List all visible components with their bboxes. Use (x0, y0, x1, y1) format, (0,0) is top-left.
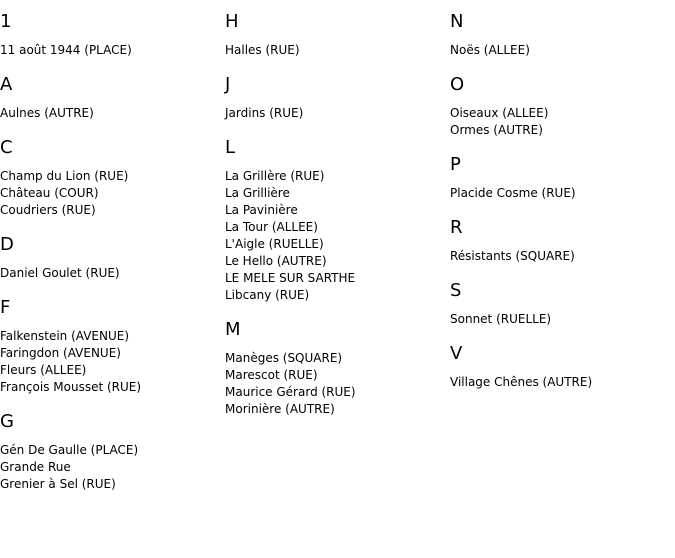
letter-group (450, 10, 675, 59)
letter-heading: G (0, 411, 14, 432)
street-link[interactable]: Falkenstein (AVENUE) (0, 329, 130, 343)
street-link[interactable]: LE MELE SUR SARTHE (225, 271, 356, 285)
letter-heading: P (450, 154, 461, 175)
letter-group (0, 73, 225, 122)
letter-heading: L (225, 137, 236, 158)
street-link[interactable]: Daniel Goulet (RUE) (0, 266, 120, 280)
letter-heading: 1 (0, 11, 12, 32)
letter-group (0, 296, 225, 396)
street-link[interactable]: Morinière (AUTRE) (225, 402, 335, 416)
street-link[interactable]: Fleurs (ALLEE) (0, 363, 87, 377)
street-link[interactable]: Placide Cosme (RUE) (450, 186, 576, 200)
street-link[interactable]: Champ du Lion (RUE) (0, 169, 129, 183)
street-link[interactable]: Marescot (RUE) (225, 368, 318, 382)
street-link[interactable]: La Grillère (RUE) (225, 169, 325, 183)
street-link[interactable]: Faringdon (AVENUE) (0, 346, 121, 360)
letter-group (225, 10, 450, 59)
street-link[interactable]: Libcany (RUE) (225, 288, 310, 302)
street-link[interactable]: Résistants (SQUARE) (450, 249, 575, 263)
letter-group (0, 10, 225, 59)
index-column (225, 10, 450, 432)
letter-group (225, 318, 450, 418)
letter-heading: H (225, 11, 239, 32)
letter-group (0, 410, 225, 493)
letter-heading: J (225, 74, 231, 95)
letter-heading: D (0, 234, 14, 255)
street-link[interactable]: Grenier à Sel (RUE) (0, 477, 116, 491)
street-link[interactable]: La Pavinière (225, 203, 298, 217)
street-link[interactable]: Jardins (RUE) (225, 106, 304, 120)
street-link[interactable]: Coudriers (RUE) (0, 203, 96, 217)
street-link[interactable]: Château (COUR) (0, 186, 99, 200)
street-link[interactable]: L'Aigle (RUELLE) (225, 237, 324, 251)
street-link[interactable]: Halles (RUE) (225, 43, 300, 57)
index-column (450, 10, 675, 405)
letter-heading: M (225, 319, 241, 340)
letter-group (450, 216, 675, 265)
street-link[interactable]: Ormes (AUTRE) (450, 123, 543, 137)
letter-group (225, 136, 450, 304)
street-link[interactable]: Sonnet (RUELLE) (450, 312, 552, 326)
street-link[interactable]: Grande Rue (0, 460, 71, 474)
letter-group (450, 342, 675, 391)
letter-group (450, 153, 675, 202)
letter-heading: O (450, 74, 465, 95)
street-link[interactable]: Village Chênes (AUTRE) (450, 375, 593, 389)
letter-heading: R (450, 217, 463, 238)
letter-heading: A (0, 74, 13, 95)
street-link[interactable]: Manèges (SQUARE) (225, 351, 343, 365)
street-link[interactable]: Aulnes (AUTRE) (0, 106, 94, 120)
index-column (0, 10, 225, 507)
letter-heading: N (450, 11, 464, 32)
street-link[interactable]: Noës (ALLEE) (450, 43, 530, 57)
letter-group (450, 279, 675, 328)
letter-group (0, 136, 225, 219)
street-link[interactable]: 11 août 1944 (PLACE) (0, 43, 132, 57)
street-link[interactable]: Maurice Gérard (RUE) (225, 385, 356, 399)
street-link[interactable]: Gén De Gaulle (PLACE) (0, 443, 139, 457)
letter-group (225, 73, 450, 122)
letter-heading: V (450, 343, 463, 364)
letter-group (450, 73, 675, 139)
street-link[interactable]: Oiseaux (ALLEE) (450, 106, 549, 120)
street-link[interactable]: Le Hello (AUTRE) (225, 254, 327, 268)
street-link[interactable]: La Grillière (225, 186, 290, 200)
street-link[interactable]: La Tour (ALLEE) (225, 220, 318, 234)
letter-heading: S (450, 280, 462, 301)
letter-heading: F (0, 297, 11, 318)
street-link[interactable]: François Mousset (RUE) (0, 380, 142, 394)
letter-heading: C (0, 137, 13, 158)
letter-group (0, 233, 225, 282)
